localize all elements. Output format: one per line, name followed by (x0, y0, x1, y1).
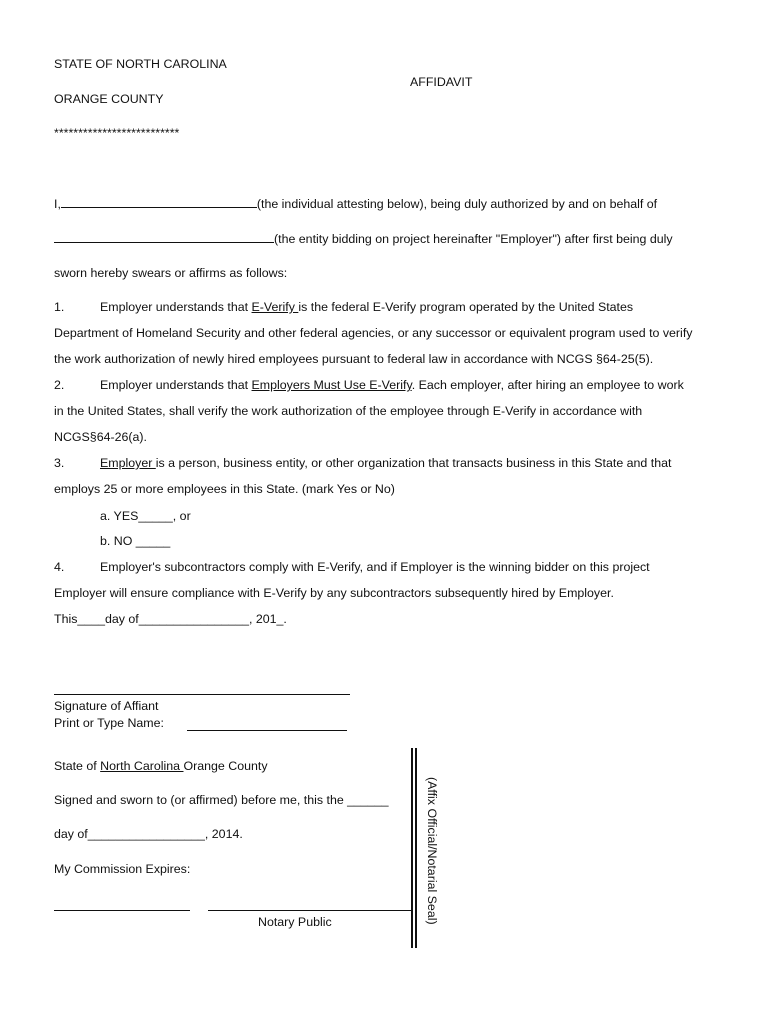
entity-name-blank[interactable] (54, 231, 274, 243)
item-1-number: 1. (54, 300, 65, 314)
item-1-line-3: the work authorization of newly hired employees pursuant to federal law in accordance with NCGS §64-25(5). (54, 352, 654, 366)
notary-public-label: Notary Public (258, 915, 332, 929)
intro-line-2 (54, 231, 673, 246)
seal-border-right (415, 748, 417, 948)
option-yes[interactable]: a. YES_____, or (100, 509, 191, 523)
county-heading: ORANGE COUNTY (54, 92, 164, 106)
intro-line-2-text: (the entity bidding on project hereinafter "Employer") after first being duly (274, 232, 673, 246)
term-employer: Employer (100, 456, 156, 470)
item-2-line-3: NCGS§64-26(a). (54, 430, 147, 444)
item-4-number: 4. (54, 560, 65, 574)
notary-state-pre: State of (54, 759, 101, 773)
commission-date-line[interactable] (54, 910, 190, 911)
signature-label: Signature of Affiant (54, 699, 159, 713)
notary-state-line (54, 759, 268, 773)
item-1-line-2: Department of Homeland Security and other federal agencies, or any successor or equivalent program used to verify (54, 326, 693, 340)
page-title: AFFIDAVIT (410, 75, 473, 89)
notary-county: Orange County (183, 759, 268, 773)
intro-prefix: I, (54, 197, 61, 211)
commission-label: My Commission Expires: (54, 862, 191, 876)
item-2-pre: Employer understands that (100, 378, 252, 392)
item-4-line-2: Employer will ensure compliance with E-Verify by any subcontractors subsequently hired by Employer. (54, 586, 614, 600)
item-3-line-1 (100, 456, 671, 470)
notary-state-name: North Carolina (100, 759, 184, 773)
notary-signature-line[interactable] (208, 910, 412, 911)
state-heading: STATE OF NORTH CAROLINA (54, 57, 227, 71)
item-3-line-2: employs 25 or more employees in this State. (mark Yes or No) (54, 482, 395, 496)
notarial-seal-label: (Affix Official/Notarial Seal) (425, 777, 439, 925)
item-1-line-1 (100, 300, 633, 314)
individual-name-blank[interactable] (61, 196, 257, 208)
term-employers-must-use: Employers Must Use E-Verify (251, 378, 412, 392)
intro-line-3: sworn hereby swears or affirms as follows: (54, 266, 288, 280)
signature-line[interactable] (54, 694, 350, 695)
date-line[interactable]: This____day of________________, 201_. (54, 612, 287, 626)
option-no[interactable]: b. NO _____ (100, 534, 171, 548)
item-2-line-1 (100, 378, 684, 392)
item-1-pre: Employer understands that (100, 300, 252, 314)
item-2-post: . Each employer, after hiring an employee to work (411, 378, 684, 392)
intro-line-1 (54, 196, 657, 211)
item-3-post: is a person, business entity, or other organization that transacts business in this State and that (155, 456, 672, 470)
item-2-number: 2. (54, 378, 65, 392)
separator-stars: ************************** (54, 126, 180, 140)
item-2-line-2: in the United States, shall verify the work authorization of the employee through E-Verify in accordance with (54, 404, 643, 418)
day-of-line[interactable]: day of_________________, 2014. (54, 827, 243, 841)
print-name-label: Print or Type Name: (54, 716, 164, 730)
seal-border-left (411, 748, 413, 948)
term-e-verify: E-Verify (251, 300, 299, 314)
print-name-line[interactable] (187, 730, 347, 731)
sworn-line[interactable]: Signed and sworn to (or affirmed) before me, this the ______ (54, 793, 389, 807)
intro-line-1-text: (the individual attesting below), being duly authorized by and on behalf of (256, 197, 658, 211)
item-3-number: 3. (54, 456, 65, 470)
item-1-post: is the federal E-Verify program operated by the United States (298, 300, 634, 314)
item-4-line-1: Employer's subcontractors comply with E-Verify, and if Employer is the winning bidder on this project (100, 560, 650, 574)
